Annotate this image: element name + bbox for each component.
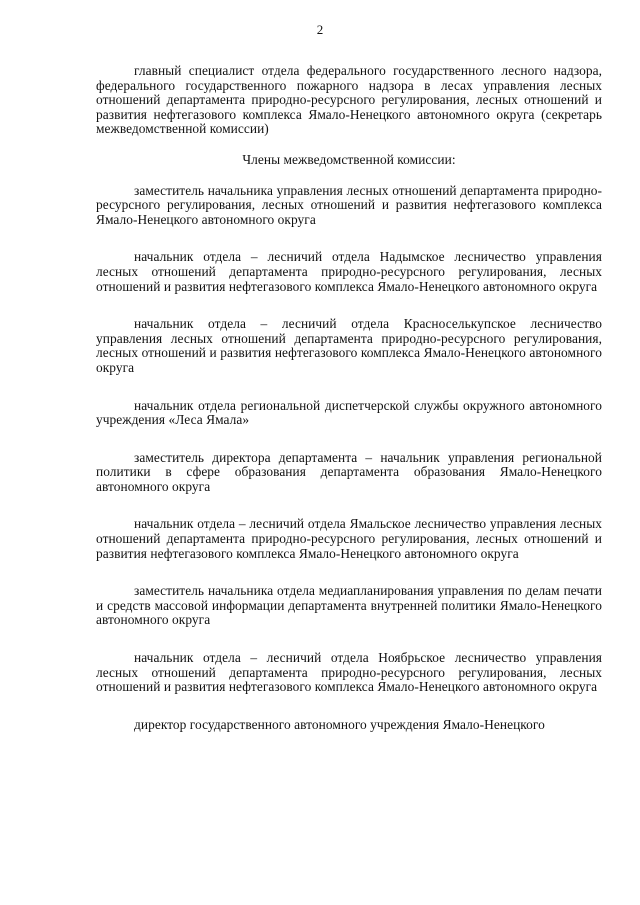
member-paragraph: заместитель начальника управления лесных отношений департамента природно-ресурсного регулирования, лесных отношений и развития нефтегазового комплекса Ямало-Ненецкого автономного округа <box>96 182 602 227</box>
secretary-paragraph: главный специалист отдела федерального государственного лесного надзора, федерального государственного пожарного надзора в лесах управления лесных отношений департамента природно-ресурсного регулирования, лесных отношений и развития нефтегазового комплекса Ямало-Ненецкого автономного округа (секретарь межведомственной комиссии) <box>96 63 602 137</box>
members-heading: Члены межведомственной комиссии: <box>242 151 456 167</box>
member-paragraph: начальник отдела – лесничий отдела Ноябрьское лесничество управления лесных отношений департамента природно-ресурсного регулирования, лесных отношений и развития нефтегазового комплекса Ямало-Ненецкого автономного округа <box>96 650 602 695</box>
member-paragraph: начальник отдела – лесничий отдела Красноселькупское лесничество управления лесных отношений департамента природно-ресурсного регулирования, лесных отношений и развития нефтегазового комплекса Ямало-Ненецкого автономного округа <box>96 316 602 375</box>
page-number: 2 <box>316 22 324 37</box>
member-paragraph: заместитель директора департамента – начальник управления региональной политики в сфере образования департамента образования Ямало-Ненецкого автономного округа <box>96 449 602 494</box>
document-body <box>96 64 602 732</box>
member-paragraph: начальник отдела – лесничий отдела Надымское лесничество управления лесных отношений департамента природно-ресурсного регулирования, лесных отношений и развития нефтегазового комплекса Ямало-Ненецкого автономного округа <box>96 249 602 294</box>
member-paragraph: директор государственного автономного учреждения Ямало-Ненецкого <box>134 716 545 732</box>
member-paragraph: начальник отдела региональной диспетчерской службы окружного автономного учреждения «Леса Ямала» <box>96 397 602 428</box>
member-paragraph: заместитель начальника отдела медиапланирования управления по делам печати и средств массовой информации департамента внутренней политики Ямало-Ненецкого автономного округа <box>96 583 602 628</box>
member-paragraph: начальник отдела – лесничий отдела Ямальское лесничество управления лесных отношений департамента природно-ресурсного регулирования, лесных отношений и развития нефтегазового комплекса Ямало-Ненецкого автономного округа <box>96 516 602 561</box>
